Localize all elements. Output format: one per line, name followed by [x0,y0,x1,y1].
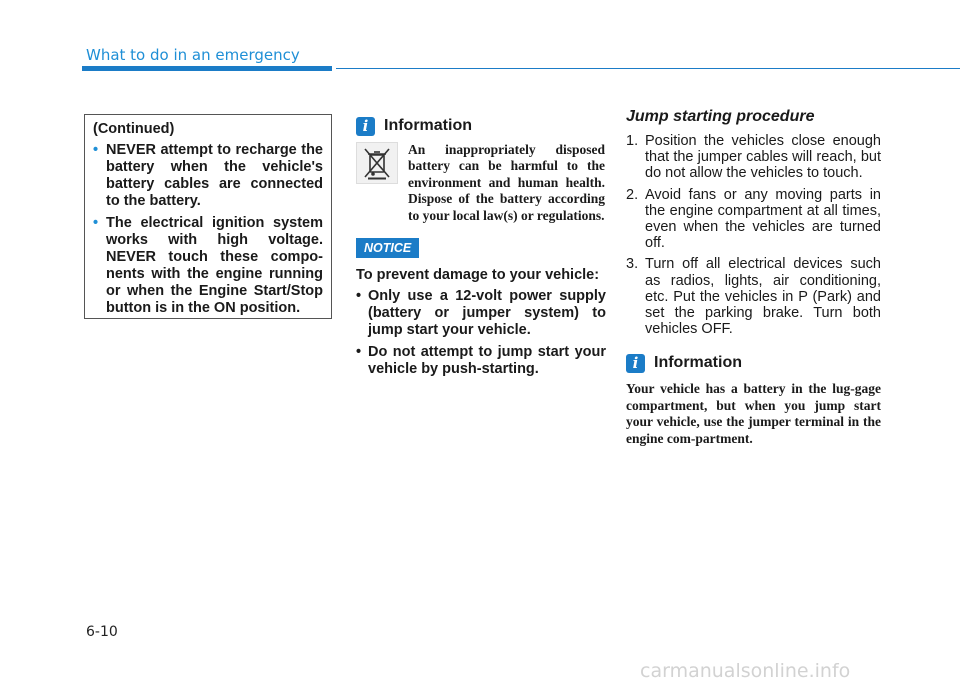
step-number: 1. [626,133,639,149]
right-column [626,108,881,447]
header-rule-thin [336,68,960,69]
procedure-step [626,187,881,252]
caution-list [93,142,323,317]
notice-item [356,288,606,339]
bullet-dot: • [93,142,99,158]
step-text: Turn off all electrical devices such as radios, lights, air conditioning, etc. Put the vehicles in P (Park) and set the parking brake. Turn both vehicles OFF. [645,256,881,338]
caution-box [84,114,332,319]
bullet-dot: • [356,344,362,361]
step-text: Avoid fans or any moving parts in the engine compartment at all times, even when the vehicles are turned off. [645,186,881,252]
luggage-battery-text: Your vehicle has a battery in the lug-gage compartment, but when you jump start your vehicle, use the jumper terminal in the engine com-partment. [626,381,881,446]
notice-lead: To prevent damage to your vehicle: [356,267,600,284]
procedure-step [626,256,881,337]
notice-text: Only use a 12-volt power supply (battery or jumper system) to jump start your vehicle. [368,288,606,339]
step-text: Position the vehicles close enough that the jumper cables will reach, but do not allow the vehicles to touch. [645,133,881,182]
middle-column [356,114,606,383]
notice-badge: NOTICE [356,238,419,258]
watermark: carmanualsonline.info [640,660,851,682]
info-header [626,351,881,375]
info-icon: i [626,354,645,373]
notice-text: Do not attempt to jump start your vehicle by push-starting. [368,344,606,378]
step-number: 3. [626,256,639,273]
crossed-out-wheelie-bin-icon [356,142,398,184]
procedure-step [626,133,881,182]
bullet-dot: • [356,288,362,305]
caution-item [93,142,323,210]
continued-label: (Continued) [93,121,175,137]
info-title: Information [384,117,472,134]
procedure-heading: Jump starting procedure [626,108,815,125]
caution-item [93,215,323,317]
disposal-info [356,142,606,224]
page-number: 6-10 [86,624,118,640]
info-header [356,114,606,138]
notice-list [356,288,606,378]
disposal-text: An inappropriately disposed battery can be harmful to the environment and human health. Dispose of the battery according to your local law(s) or regulations. [408,142,605,223]
info-title: Information [654,354,742,372]
info-icon: i [356,117,375,136]
caution-text: The electrical ignition system works with high voltage. NEVER touch these compo-nents with the engine running or when the Engine Start/Stop button is in the ON position. [106,215,323,316]
caution-text: NEVER attempt to recharge the battery when the vehicle's battery cables are connected to the battery. [106,142,323,209]
section-title: What to do in an emergency [86,46,300,64]
notice-item [356,344,606,378]
bullet-dot: • [93,215,99,231]
procedure-steps [626,133,881,337]
header-rule-thick [82,66,332,71]
step-number: 2. [626,186,639,203]
